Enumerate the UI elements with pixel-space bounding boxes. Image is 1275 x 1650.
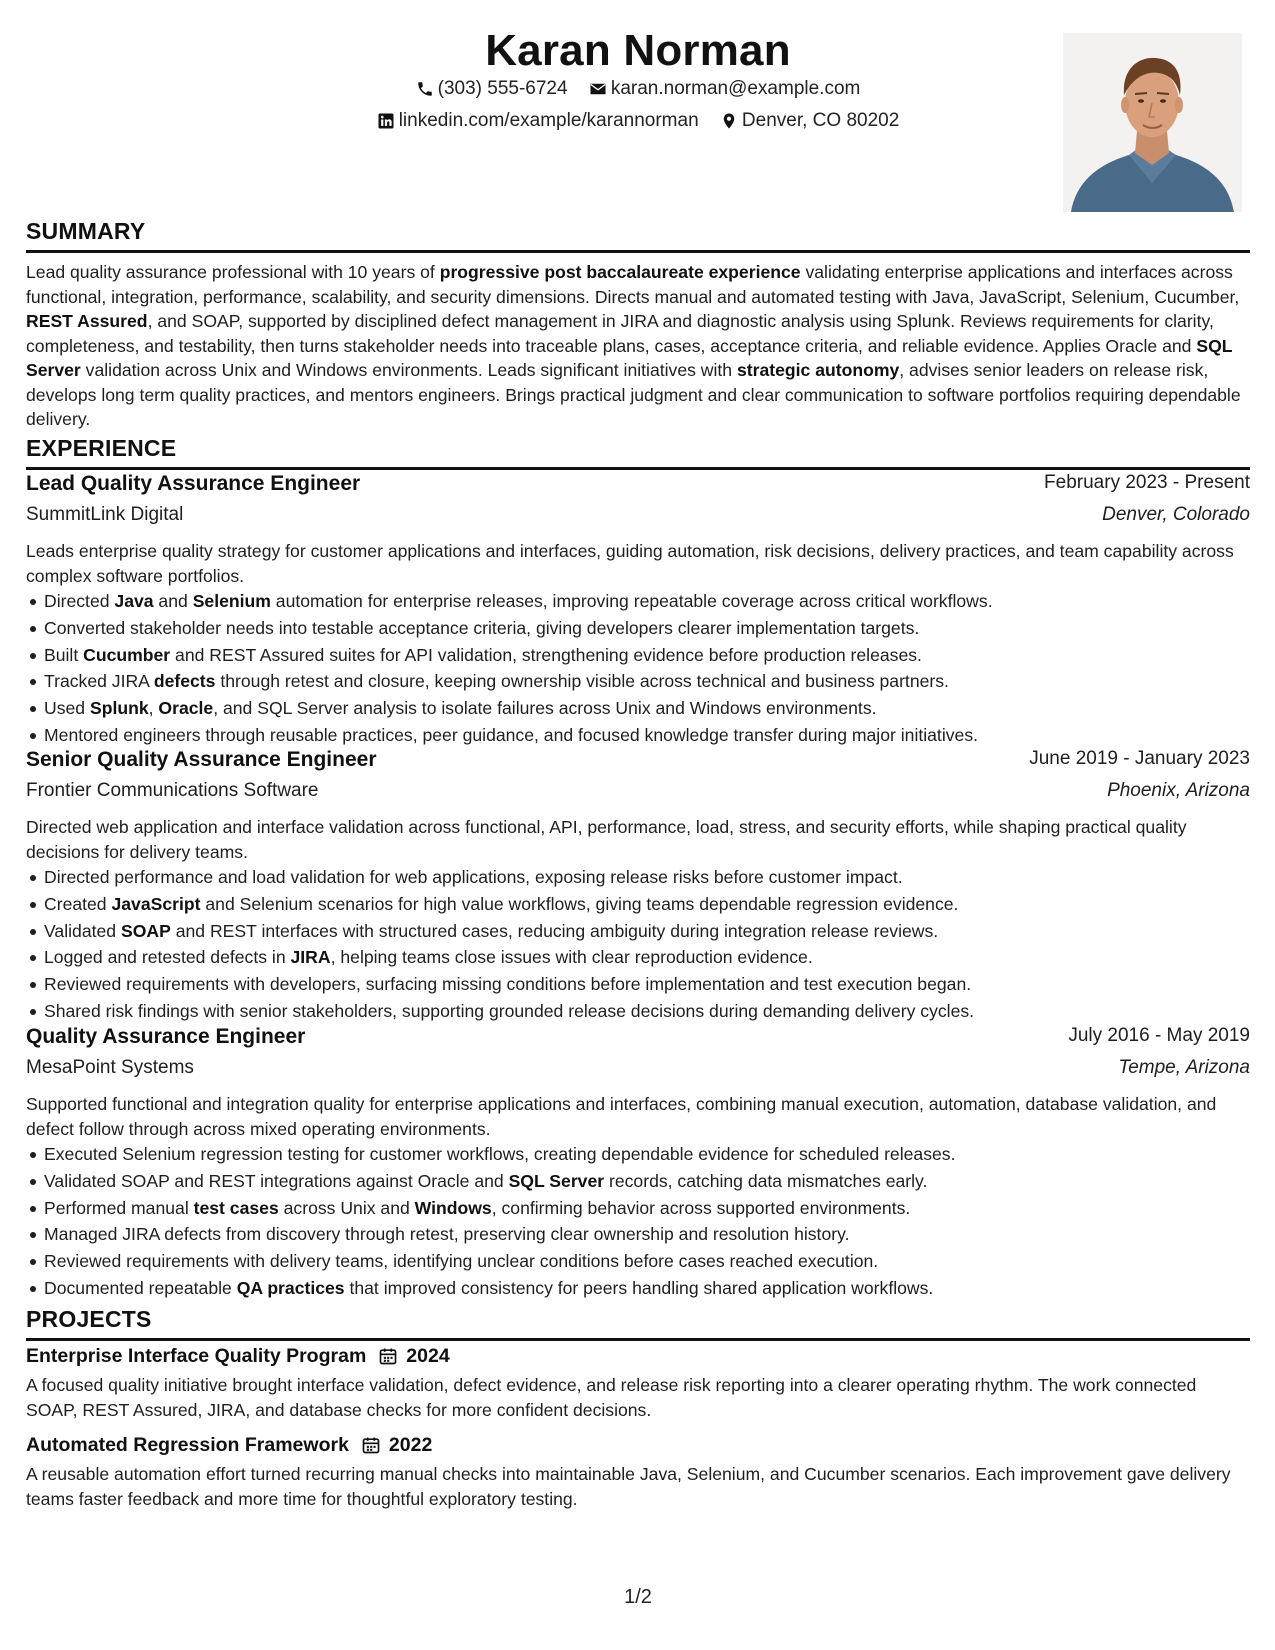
text-run: Validated SOAP and REST integrations against Oracle and [44, 1170, 509, 1191]
text-run: records, catching data mismatches early. [604, 1170, 928, 1191]
bullet-item [44, 722, 1250, 749]
experience-divider [26, 467, 1250, 470]
emphasis-text: JavaScript [111, 893, 201, 914]
emphasis-text: Java [114, 591, 154, 611]
project-name: Automated Regression Framework [26, 1433, 349, 1456]
job-dates: February 2023 - Present [1044, 472, 1250, 493]
text-run: validation across Unix and Windows environments. Leads significant initiatives with [80, 360, 737, 380]
text-run: validating enterprise applications and interfaces across functional, integration, performance, scalability, and security dimensions. Directs manual and automated testing with Java, JavaScript, Selenium, Cucumber, [26, 262, 1240, 307]
text-run: , and SOAP, supported by disciplined defect management in JIRA and diagnostic analysis using Splunk. Reviews requirements for clarity, completeness, and testability, then turns stakeholder needs into traceable plans, cases, acceptance criteria, and reliable evidence. Applies Oracle and [26, 311, 1214, 356]
text-run: Managed JIRA defects from discovery through retest, preserving clear ownership and resolution history. [44, 1224, 850, 1245]
bullet-item [44, 695, 1250, 722]
resume-header [26, 18, 1250, 218]
project-description: A reusable automation effort turned recurring manual checks into maintainable Java, Selenium, and Cucumber scenarios. Each improvement gave delivery teams faster feedback and more time for thoughtful exploratory testing. [26, 1464, 1231, 1509]
bullet-item [44, 998, 1250, 1025]
text-run: that improved consistency for peers handling shared application workflows. [344, 1277, 934, 1298]
project-description: A focused quality initiative brought interface validation, defect evidence, and release risk reporting into a clearer operating rhythm. The work connected SOAP, REST Assured, JIRA, and database checks for more confident decisions. [26, 1375, 1197, 1420]
job-bullets [26, 1141, 1250, 1302]
text-run: , helping teams close issues with clear reproduction evidence. [330, 947, 813, 968]
job-title: Lead Quality Assurance Engineer [26, 472, 361, 495]
text-run: and REST interfaces with structured cases, reducing ambiguity during integration release reviews. [170, 920, 939, 941]
job-dates: July 2016 - May 2019 [1068, 1025, 1250, 1046]
project-name: Enterprise Interface Quality Program [26, 1344, 367, 1367]
job-description: Supported functional and integration quality for enterprise applications and interfaces, combining manual execution, automation, database validation, and defect follow through across mixed operating environments. [26, 1094, 1217, 1139]
map-pin-icon [720, 112, 738, 130]
text-run: Reviewed requirements with delivery teams, identifying unclear conditions before cases reached execution. [44, 1251, 879, 1272]
job-description: Leads enterprise quality strategy for customer applications and interfaces, guiding automation, risk decisions, delivery practices, and team capability across complex software portfolios. [26, 541, 1234, 586]
text-run: , confirming behavior across supported environments. [491, 1197, 911, 1218]
email-text[interactable]: karan.norman@example.com [610, 78, 861, 99]
text-run: Documented repeatable [44, 1277, 237, 1298]
linkedin-text[interactable]: linkedin.com/example/karannorman [398, 110, 699, 131]
job-description: Directed web application and interface validation across functional, API, performance, load, stress, and security efforts, while shaping practical quality decisions for delivery teams. [26, 817, 1187, 862]
phone-text: (303) 555-6724 [437, 78, 568, 99]
project-year: 2022 [388, 1433, 433, 1456]
emphasis-text: progressive post baccalaureate experience [439, 262, 801, 282]
text-run: Performed manual [44, 1197, 194, 1218]
bullet-item [44, 615, 1250, 642]
bullet-item [44, 944, 1250, 971]
text-run: Created [44, 893, 112, 914]
emphasis-text: Selenium [192, 591, 271, 611]
job-company: Frontier Communications Software [26, 780, 319, 801]
candidate-name: Karan Norman [485, 26, 791, 75]
bullet-item [44, 1275, 1250, 1302]
job-bullets [26, 588, 1250, 749]
envelope-icon [589, 80, 607, 98]
text-run: Reviewed requirements with developers, surfacing missing conditions before implementation and test execution began. [44, 974, 972, 995]
text-run: Shared risk findings with senior stakeholders, supporting grounded release decisions during demanding delivery cycles. [44, 1000, 975, 1021]
location-text: Denver, CO 80202 [741, 110, 900, 131]
calendar-icon [378, 1346, 398, 1366]
summary-text [26, 260, 1250, 432]
page-number: 1/2 [624, 1586, 652, 1608]
job-entry-senior-qa [26, 748, 1250, 1025]
bullet-item [44, 1195, 1250, 1222]
emphasis-text: JIRA [290, 947, 331, 968]
text-run: automation for enterprise releases, improving repeatable coverage across critical workflows. [270, 591, 993, 611]
text-run: Directed [44, 591, 115, 611]
job-company: MesaPoint Systems [26, 1057, 194, 1078]
emphasis-text: Cucumber [83, 644, 171, 665]
text-run: Mentored engineers through reusable practices, peer guidance, and focused knowledge transfer during major initiatives. [44, 724, 978, 745]
summary-divider [26, 250, 1250, 253]
job-title: Quality Assurance Engineer [26, 1025, 306, 1048]
text-run: Directed performance and load validation for web applications, exposing release risks before customer impact. [44, 867, 903, 887]
linkedin-icon [377, 112, 395, 130]
bullet-item [44, 668, 1250, 695]
bullet-item [44, 1141, 1250, 1168]
text-run: , [148, 698, 159, 719]
projects-section [26, 1306, 1250, 1341]
profile-photo [1063, 33, 1242, 212]
bullet-item [44, 864, 1250, 891]
job-title: Senior Quality Assurance Engineer [26, 748, 377, 771]
job-company: SummitLink Digital [26, 504, 184, 525]
bullet-item [44, 1248, 1250, 1275]
project-year: 2024 [406, 1344, 450, 1367]
text-run: Used [44, 698, 90, 719]
job-dates: June 2019 - January 2023 [1029, 748, 1250, 769]
emphasis-text: test cases [193, 1197, 279, 1218]
text-run: , and SQL Server analysis to isolate failures across Unix and Windows environments. [213, 698, 877, 719]
contact-email[interactable] [589, 78, 861, 100]
text-run: Logged and retested defects in [44, 947, 291, 968]
emphasis-text: strategic autonomy [736, 360, 900, 380]
bullet-item [44, 642, 1250, 669]
emphasis-text: REST Assured [26, 311, 148, 331]
text-run: , advises senior leaders on release risk, develops long term quality practices, and mentors engineers. Brings practical judgment and clear communication to software portfolios requiring dependable delivery. [26, 360, 1241, 429]
emphasis-text: defects [153, 671, 216, 692]
bullet-item [44, 588, 1250, 615]
text-run: Validated [44, 920, 121, 941]
text-run: across Unix and [278, 1197, 415, 1218]
bullet-item [44, 1221, 1250, 1248]
job-location: Denver, Colorado [1102, 504, 1250, 525]
job-location: Phoenix, Arizona [1107, 780, 1250, 801]
text-run: Executed Selenium regression testing for customer workflows, creating dependable evidence for scheduled releases. [44, 1144, 956, 1164]
text-run: Lead quality assurance professional with 10 years of [26, 262, 440, 282]
text-run: Tracked JIRA [44, 671, 154, 692]
emphasis-text: Splunk [89, 698, 149, 719]
contact-phone [416, 78, 568, 100]
job-entry-qa [26, 1025, 1250, 1302]
contact-linkedin[interactable] [377, 110, 699, 132]
emphasis-text: Oracle [158, 698, 214, 719]
experience-heading: EXPERIENCE [26, 435, 177, 461]
job-location: Tempe, Arizona [1118, 1057, 1250, 1078]
emphasis-text: SQL Server [26, 335, 1233, 380]
text-run: Converted stakeholder needs into testable acceptance criteria, giving developers clearer implementation targets. [44, 617, 920, 638]
summary-heading: SUMMARY [26, 218, 146, 244]
phone-icon [416, 80, 434, 98]
bullet-item [44, 891, 1250, 918]
text-run: and REST Assured suites for API validation, strengthening evidence before production releases. [170, 644, 922, 665]
calendar-icon [361, 1435, 381, 1455]
emphasis-text: QA practices [236, 1277, 345, 1298]
bullet-item [44, 1168, 1250, 1195]
project-entry [26, 1431, 1250, 1511]
projects-divider [26, 1338, 1250, 1341]
project-entry [26, 1342, 1250, 1422]
resume-page [26, 0, 1250, 1650]
emphasis-text: SOAP [120, 920, 171, 941]
text-run: and Selenium scenarios for high value workflows, giving teams dependable regression evidence. [200, 893, 959, 914]
job-entry-lead-qa [26, 472, 1250, 749]
emphasis-text: Windows [414, 1197, 492, 1218]
bullet-item [44, 918, 1250, 945]
job-bullets [26, 864, 1250, 1025]
text-run: and [153, 591, 193, 611]
contact-location [720, 110, 899, 132]
text-run: through retest and closure, keeping ownership visible across technical and business partners. [215, 671, 949, 692]
emphasis-text: SQL Server [508, 1170, 605, 1191]
text-run: Built [44, 644, 84, 665]
summary-section [26, 218, 1250, 432]
projects-heading: PROJECTS [26, 1306, 152, 1332]
bullet-item [44, 971, 1250, 998]
experience-section [26, 435, 1250, 470]
